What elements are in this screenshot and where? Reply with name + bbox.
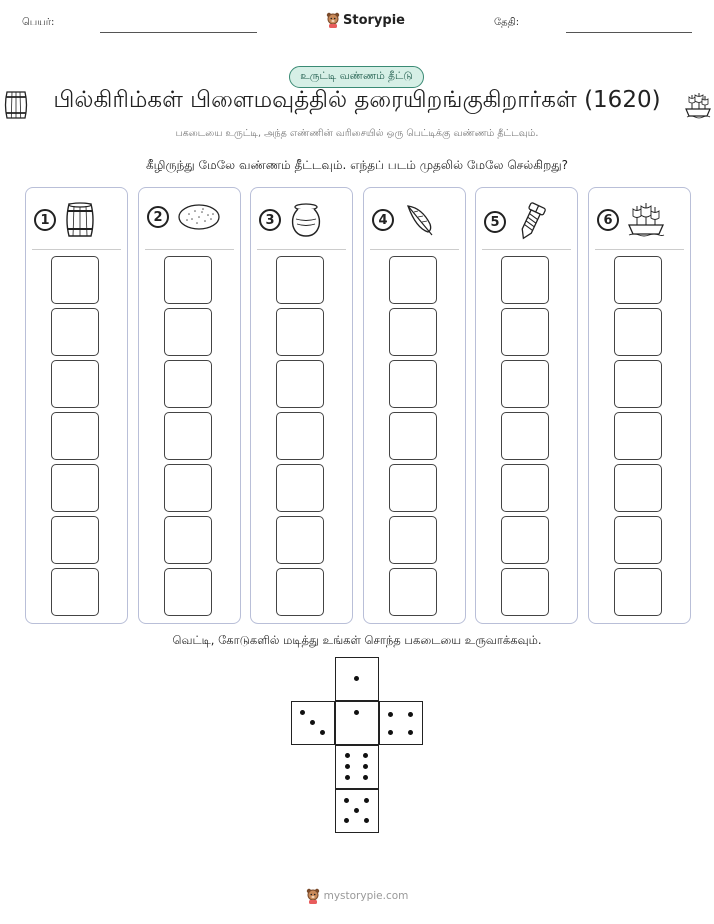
color-box[interactable]: [51, 516, 99, 564]
color-box[interactable]: [164, 412, 212, 460]
name-label: பெயர்:: [22, 17, 55, 28]
name-line[interactable]: [100, 32, 257, 33]
color-box[interactable]: [276, 464, 324, 512]
color-box[interactable]: [614, 308, 662, 356]
cut-instruction: வெட்டி, கோடுகளில் மடித்து உங்கள் சொந்த பகடையை உருவாக்கவும்.: [172, 633, 542, 647]
color-box[interactable]: [614, 568, 662, 616]
color-box[interactable]: [276, 568, 324, 616]
barrel-icon: [64, 202, 96, 238]
color-box[interactable]: [501, 256, 549, 304]
bear-logo-icon: [306, 888, 320, 904]
color-box[interactable]: [276, 516, 324, 564]
pot-icon: [289, 202, 323, 238]
storypie-logo: [326, 12, 405, 28]
color-box[interactable]: [389, 464, 437, 512]
color-box[interactable]: [164, 568, 212, 616]
column-number: 2: [147, 206, 169, 228]
date-label: தேதி:: [494, 17, 520, 28]
die-face-1: [335, 657, 379, 701]
box-column: [614, 256, 663, 620]
die-face-6: [335, 745, 379, 789]
color-box[interactable]: [164, 464, 212, 512]
box-column: [389, 256, 438, 620]
color-box[interactable]: [389, 412, 437, 460]
color-box[interactable]: [501, 360, 549, 408]
bread-icon: [177, 202, 221, 232]
column-4: [363, 187, 466, 624]
die-face-4: [379, 701, 423, 745]
color-box[interactable]: [164, 308, 212, 356]
color-box[interactable]: [389, 568, 437, 616]
color-box[interactable]: [276, 360, 324, 408]
page-subtitle: பகடையை உருட்டி, அந்த எண்ணின் வரிசையில் ஒரு பெட்டிக்கு வண்ணம் தீட்டவும்.: [175, 128, 539, 139]
box-column: [164, 256, 213, 620]
color-box[interactable]: [389, 360, 437, 408]
page-title: பில்கிரிம்கள் பிளைமவுத்தில் தரையிறங்குகிறார்கள் (1620): [53, 87, 661, 113]
activity-badge: உருட்டி வண்ணம் தீட்டு: [289, 66, 424, 88]
color-box[interactable]: [164, 256, 212, 304]
ship-icon: [684, 91, 712, 119]
date-line[interactable]: [566, 32, 692, 33]
box-column: [276, 256, 325, 620]
color-box[interactable]: [389, 308, 437, 356]
footer: [0, 888, 714, 904]
color-box[interactable]: [164, 360, 212, 408]
color-box[interactable]: [51, 412, 99, 460]
color-box[interactable]: [276, 412, 324, 460]
color-box[interactable]: [614, 464, 662, 512]
column-number: 1: [34, 209, 56, 231]
ship-icon: [627, 202, 665, 238]
color-box[interactable]: [164, 516, 212, 564]
color-box[interactable]: [614, 412, 662, 460]
column-number: 3: [259, 209, 281, 231]
color-box[interactable]: [51, 256, 99, 304]
column-6: [588, 187, 691, 624]
screw-icon: [514, 202, 548, 242]
box-column: [501, 256, 550, 620]
color-box[interactable]: [501, 412, 549, 460]
die-face-3: [291, 701, 335, 745]
column-number: 5: [484, 211, 506, 233]
barrel-icon: [2, 90, 30, 120]
brand-name: Storypie: [343, 12, 405, 28]
column-5: [475, 187, 578, 624]
color-box[interactable]: [51, 464, 99, 512]
box-column: [51, 256, 100, 620]
color-box[interactable]: [51, 568, 99, 616]
color-box[interactable]: [501, 516, 549, 564]
column-1: [25, 187, 128, 624]
color-box[interactable]: [501, 568, 549, 616]
color-box[interactable]: [389, 256, 437, 304]
bear-logo-icon: [326, 12, 340, 28]
column-number: 6: [597, 209, 619, 231]
color-box[interactable]: [51, 360, 99, 408]
color-box[interactable]: [501, 308, 549, 356]
color-box[interactable]: [276, 308, 324, 356]
color-box[interactable]: [614, 256, 662, 304]
feather-icon: [402, 202, 436, 238]
color-box[interactable]: [51, 308, 99, 356]
coloring-instruction: கீழிருந்து மேலே வண்ணம் தீட்டவும். எந்தப் படம் முதலில் மேலே செல்கிறது?: [145, 158, 569, 172]
die-face-center: [335, 701, 379, 745]
die-face-5: [335, 789, 379, 833]
column-3: [250, 187, 353, 624]
color-box[interactable]: [389, 516, 437, 564]
color-box[interactable]: [614, 516, 662, 564]
column-number: 4: [372, 209, 394, 231]
color-box[interactable]: [501, 464, 549, 512]
color-box[interactable]: [276, 256, 324, 304]
column-2: [138, 187, 241, 624]
color-box[interactable]: [614, 360, 662, 408]
footer-url[interactable]: mystorypie.com: [323, 890, 409, 902]
